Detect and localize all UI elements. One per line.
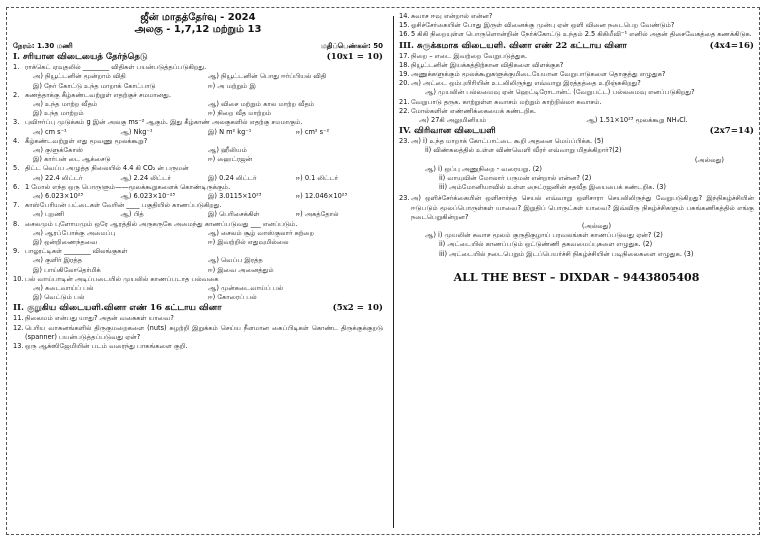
question [399,79,754,88]
question-number: 8. [13,219,20,228]
question-text: அ) ஒளிச்சேர்க்கையின் ஒளிசார்ந்த செயல் எவ்வாறு ஒளிசாரா செயலிலிருந்து வேறுபடுகிறது? இந்நிகழ்ச்சியின் ஈடுபடும் மூலப்பொருள்கள் யாவை? இறுதிப் பொருட்கள் யாவை? இவ்விரு நிகழ்ச்சிகளும் பசுங்கணிகத்தில் எங்கு நடைபெறுகின்றன? [411,194,754,221]
question-text: வேறுபாடு தருக. காற்றுள்ள சுவாசம் மற்றும் காற்றில்லா சுவாசம். [411,97,602,106]
section-title: IV. விரிவான விடையளி [399,126,496,137]
question-text: நிறை – எடை இவற்றை வேறுபடுத்துக. [411,51,528,60]
question-text: 5 கிகி நிறையுள்ள பொருளொன்றின் நேர்க்கோட்டு உந்தம் 2.5 கிகிமீவி⁻¹ எனில் அதன் திசைவேகத்தை கணக்கிடுக. [411,30,752,39]
option: ஆ) 6.023×10⁻²³ [120,192,176,201]
question-number: 9. [13,247,20,256]
question-number: 13. [13,342,24,351]
question-part: ii) வாயுவின் மோலார் பருமன் என்றால் என்ன? (2) [439,174,592,183]
question-text: அ) அட்டை ஒம்புயிரியின் உடலிலிருந்து எவ்வாறு இரத்தத்தை உறிஞ்சுகிறது? [411,79,641,88]
exam-marks: மதிப்பெண்கள்: 50 [321,42,383,50]
options-row [13,256,383,265]
options-row [13,174,383,183]
question-part: ஆ) i) முயலின் சுவாச மூலம் குருதிகுழாய் பரவலங்கள் காணப்படுவது ஏன்? (2) [425,231,663,240]
exam-sheet [6,7,760,535]
question [13,91,383,100]
option: அ) நியூட்டனின் மூன்றாம் விதி [33,72,126,81]
question [13,164,383,173]
options-row [13,128,383,137]
question-number: 1. [13,63,20,72]
left-column [13,12,383,351]
option: அ) 27கி அலுமினியம் [419,116,487,125]
question-number: 19. [399,70,410,79]
option: ஆ) முன்கடைவாய்ப் பல் [208,284,284,293]
section-marks: (10x1 = 10) [326,52,383,63]
section-title: II. குறுகிய விடையளி.வினா எண் 16 கட்டாய வினா [13,303,222,314]
question [13,220,383,229]
options-row [13,109,383,118]
option: ஆ) வெப்ப இரத்த [208,256,263,265]
option: ஈ) நிறை வீத மாற்றம் [208,109,272,118]
question-text: 1 மோல் எந்த ஒரு பொருளும்——மூலக்கூறுகளைக் கொண்டிருக்கும். [25,182,231,191]
question [399,12,754,21]
option: ஈ) இவை அனைத்தும் [208,265,274,274]
section-marks: (4x4=16) [709,40,754,51]
question [399,61,754,70]
question-number: 22. [399,106,410,115]
option: ஈ) cm² s⁻² [295,127,330,136]
question [399,194,754,222]
exam-title: ஜீன் மாதத்தேர்வு - 2024 [140,12,256,23]
options-row [13,293,383,302]
option: அ) உந்த மாற்ற வீதம் [33,100,98,109]
option: ஆ) நியூட்டனின் பொது ஈர்ப்பியல் விதி [208,72,327,81]
option: அ) cm s⁻¹ [33,127,67,136]
option: ஈ) 0.1 லிட்டர் [295,173,339,182]
question [399,98,754,107]
options-row [13,100,383,109]
question-number: 16. [399,30,410,39]
question [13,324,383,342]
question-text: நிலைமம் என்பது யாது? அதன் வகைகள் யாவை? [25,314,174,323]
question-number: 23. [399,194,410,203]
question [399,137,754,146]
exam-units: அலகு - 1,7,12 மற்றும் 13 [134,24,262,35]
option: அ) ஆரப்போக்கு அமைப்பு [33,228,116,237]
question-number: 20. [399,79,410,88]
option: இ) 0.24 லிட்டர் [208,173,257,182]
question-text: ஓசிச்சேர்கையின் போது இருள் வினைக்கு முன்பு ஏன் ஒளி வினை நடைபெற வேண்டும்? [411,21,675,30]
question-part: ஆ) i) ஒப்பு அணுநிறை - வரையறு. (2) [425,164,542,173]
options-row [13,210,383,219]
question-number: 6. [13,182,20,191]
question-number: 5. [13,164,20,173]
question-text: ஒரு ஆக்ஸிஜேமியின் படம் வரைந்து பாகங்களை குறி. [25,342,188,351]
question [13,63,383,72]
options-row [13,284,383,293]
question-number: 4. [13,136,20,145]
question-number: 12. [13,323,24,332]
question-number: 11. [13,314,24,323]
question [13,183,383,192]
question-number: 3. [13,118,20,127]
question [399,70,754,79]
question-text: காஸ்பேரியன் பட்டைகள் வேரின் ____ பகுதியில் காணப்படுகிறது. [25,201,222,210]
option: ஈ) 12.046×10²³ [295,192,348,201]
options-row [13,82,383,91]
question-number: 7. [13,201,20,210]
column-divider [393,16,394,528]
question-number: 14. [399,12,410,20]
question-number: 10. [13,274,24,283]
question-number: 2. [13,90,20,99]
question-part: iii) அம்மோனியாவில் உள்ள நைட்ரஜனின் சதவீத இயைபைக் கண்டறிக. (3) [439,183,666,192]
question [13,314,383,323]
section-heading [13,303,383,314]
option: ஆ) 1.51×10²³ மூலக்கூறு NH₄Cl. [586,116,688,125]
or-label: (அல்லது) [581,222,612,231]
option: ஈ) இவற்றில் எதுவுமில்லை [208,238,289,247]
question-number: 23. [399,137,410,146]
question-text: கீழ்கண்டவற்றுள் எது மூவணு மூலக்கூறு? [25,136,148,145]
option: அ) குளிர் இரத்த [33,256,83,265]
options-row [13,229,383,238]
options-row [13,72,383,81]
option: ஈ) அகத்தோல் [295,210,339,219]
section-marks: (2x7=14) [709,126,754,137]
footer-best-wishes: ALL THE BEST – DIXDAR – 9443805408 [453,270,700,284]
question-text: மோல்களின் எண்ணிக்கையைக் கண்டறிக. [411,106,536,115]
section-title: III. சுருக்கமாக விடையளி. வினா எண் 22 கட்டாய வினா [399,40,627,51]
question-text: பெரிய வாகனங்களில் திருகுமறைகளை (nuts) சுழற்றி இறுக்கம் செய்ய நீளமான கைப்பிடிகள் கொண்ட திருக்குக்குறடு (spanner) பயன்படுத்தப்படுவது ஏன்? [25,323,383,341]
option: இ) 3.0115×10²³ [208,192,262,201]
option: இ) உந்த மாற்றம் [33,109,84,118]
option: ஆ) Nkg⁻¹ [120,127,153,136]
options-row [399,116,754,125]
options-row [13,146,383,155]
section-title: I. சரியான விடையைத் தேர்ந்தெடு [13,52,148,63]
option: இ) வெட்டும் பல் [33,293,85,302]
question [13,201,383,210]
option: இ) N m² kg⁻¹ [208,127,252,136]
question [13,247,383,256]
right-column [399,12,754,282]
option: ஆ) பித் [120,210,144,219]
option: ஈ) ஹைட்ரஜன் [208,155,253,164]
option: ஈ) கோரைப் பல் [208,293,257,302]
option: இ) பாய்கிலோதெர்மிக் [33,265,101,274]
options-row [13,238,383,247]
question [399,21,754,30]
question-number: 18. [399,60,410,69]
section-heading [13,52,383,63]
option: அ) 6.023×10²³ [33,192,84,201]
question-text: அ) i) உந்த மாறாக் கோட்பாட்டை கூறி அதனை மெய்ப்பிக்க. (5) [411,137,604,146]
question-number: 15. [399,21,410,30]
option: ஆ) விசை மற்றும் கால மாற்ற வீதம் [208,100,315,109]
option: ஆ) 2.24 லிட்டர் [120,173,171,182]
question-text: பாலூட்டிகள் ________ விலங்குகள் [25,247,128,256]
option: இ) கார்பன் டை ஆக்சைடு [33,155,111,164]
option: அ) 22.4 லிட்டர் [33,173,83,182]
question-number: 21. [399,97,410,106]
section-heading [399,126,754,137]
question [13,342,383,351]
option: அ) புறணி [33,210,65,219]
question [399,107,754,116]
question-text: ராக்கெட் ஏவுதலில் ________ விதிகள் பயன்படுத்தப்படுகிறது. [25,63,207,72]
question-text: திட்ட வெப்ப அழுத்த நிலையில் 4.4 கி CO₂ ன் பருமன் [25,164,189,173]
options-row [13,155,383,164]
option: அ) கடைவாய்ப் பல் [33,284,94,293]
question-part: iii) அட்டையில் நடைபெறும் இடப்பெயர்ச்சி நிகழ்ச்சியின் படிநிலைகளை எழுதுக. (3) [439,249,694,258]
option: அ) குளுக்கோஸ் [33,146,83,155]
question-number: 17. [399,51,410,60]
question-text: பல் வாய்பாடின் அடிப்படையில் முயலில் காணப்படாத பல்வகை [25,274,219,283]
options-row [13,266,383,275]
question [399,52,754,61]
options-row [13,192,383,201]
exam-meta [13,42,383,51]
question-text: சுவாச ஈவு என்றால் என்ன? [411,12,493,20]
question-part: ii) விண்கலத்தில் உள்ள விண்வெளி வீரர் எவ்வாறு மிதக்கிறார்?(2) [425,146,622,155]
question [13,118,383,127]
question-text: அணுக்களுக்கும் மூலக்கூறுகளுக்குமிடையேயான வேறுபாடுகளை தொகுத்து எழுதுக? [411,70,666,79]
question-part: ii) அட்டையில் காணப்படும் ஒட்டுண்ணி தகவமைப்புகளை எழுதுக. (2) [439,240,653,249]
question [13,137,383,146]
section-heading [399,41,754,52]
option: இ) பெரிசைக்கிள் [208,210,260,219]
question-text: கணத்தாக்கு கீழ்கண்டவற்றுள் எதற்குச் சமமானது. [25,90,171,99]
option: இ) நேர் கோட்டு உந்த மாறாக் கோட்பாடு [33,81,156,90]
exam-time: நேரம்: 1.30 மணி [13,42,73,50]
option: இ) ஒன்றிணைந்தவை [33,238,98,247]
question-text: சைலமும் புளோயமும் ஒரே ஆரத்தில் அருகருகே அமைந்து காணப்படுவது ___ எனப்படும். [25,219,298,228]
question-part: ஆ) முயலின் பல்லமைவு ஏன் ஹெட்டிரோடான்ட் (வேறுபட்ட) பல்லமைவு எனப்படுகிறது? [425,88,695,97]
option: ஆ) சைலம் சூழ் வாஸ்குலார் கற்றை [208,228,315,237]
option: ஈ) அ மற்றும் இ [208,81,256,90]
section-marks: (5x2 = 10) [332,303,383,314]
or-label: (அல்லது) [694,155,724,164]
question [13,275,383,284]
option: ஆ) ஹீலியம் [208,146,247,155]
question [399,30,754,39]
question-text: புவிஈர்ப்பு முடுக்கம் g இன் அலகு ms⁻² ஆகும். இது கீழ்காண் அலகுகளில் எதற்கு சமமாகும். [25,118,303,127]
question-text: நியூட்டனின் இயக்கத்திற்கான விதிகளை விளக்குக? [411,60,564,69]
